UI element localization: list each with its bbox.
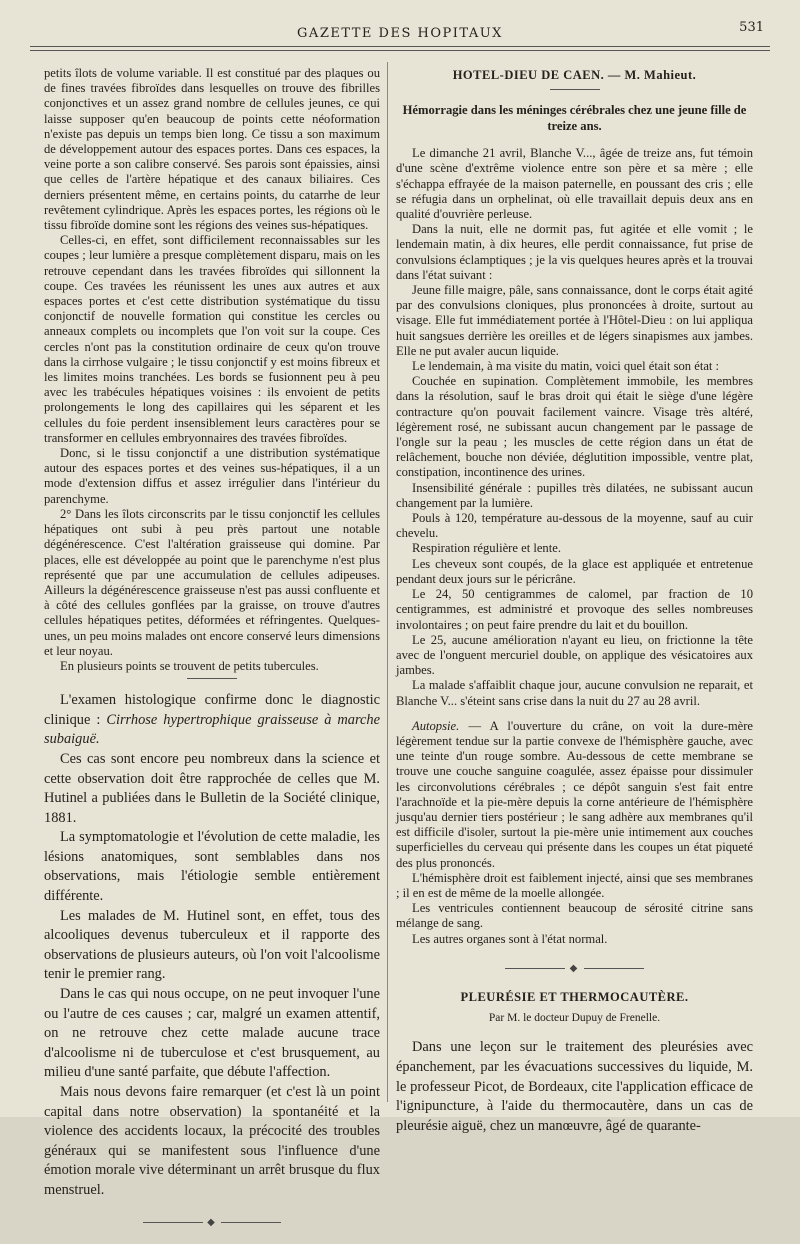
paragraph: La symptomatologie et l'évolution de cette maladie, les lésions anatomiques, sont semblables dans nos observations, mais l'étiologie semble entièrement différente. xyxy=(44,829,380,905)
section-title-2: PLEURÉSIE ET THERMOCAUTÈRE. xyxy=(460,989,689,1004)
paragraph: L'hémisphère droit est faiblement injecté, ainsi que ses membranes ; il en est de même de la moelle allongée. xyxy=(396,870,753,900)
paragraph xyxy=(396,719,753,871)
right-column xyxy=(396,68,753,1136)
paragraph: 2° Dans les îlots circonscrits par le tissu conjonctif les cellules hépatiques ont subi à peu près partout une notable dégénérescence. C'est l'altération graisseuse qui domine. Par places, elle est développée au point que le parenchyme n'est plus représenté que par une accumulation de cellules adipeuses. Ailleurs la dégénérescence graisseuse n'est pas aussi confluente et à côté des cellules gonflées par la graisse, on trouve d'autres cellules hépatiques petites, déformées et réfringentes. Quelques-unes, un peu moins malades ont encore conservé leurs dimensions et leur noyau. xyxy=(44,506,380,658)
paragraph: Le dimanche 21 avril, Blanche V..., âgée de treize ans, fut témoin d'une scène d'extrême violence entre son père et sa mère ; elle s'échappa effrayée de la maison paternelle, en poussant des cris ; elle se réfugia dans un orphelinat, où elle travaillait depuis deux ans en qualité d'ouvrière perleuse. xyxy=(396,146,753,222)
paragraph: Le 25, aucune amélioration n'ayant eu lieu, on frictionne la tête avec de l'onguent mercuriel double, on applique des vésicatoires aux jambes. xyxy=(396,632,753,678)
paragraph: Donc, si le tissu conjonctif a une distribution systématique autour des espaces portes et des veines sus-hépatiques, il a un mode d'extension diffus et assez irrégulier dans l'intérieur du parenchyme. xyxy=(44,446,380,506)
article-title: Hémorragie dans les méninges cérébrales chez une jeune fille de treize ans. xyxy=(402,103,747,134)
paragraph: Jeune fille maigre, pâle, sans connaissance, dont le corps était agité par des convulsions cloniques, plus prononcées à droite, surtout au visage. Elle fut immédiatement portée à l'Hôtel-Dieu : on lui appliqua huit sangsues derrière les oreilles et de légers sinapismes aux jambes. Elle ne put avaler aucun liquide. xyxy=(396,283,753,358)
paragraph: Les cheveux sont coupés, de la glace est appliquée et entretenue pendant deux jours sur le péricrâne. xyxy=(396,556,753,586)
paragraph xyxy=(44,691,380,750)
paragraph: En plusieurs points se trouvent de petits tubercules. xyxy=(60,658,319,673)
paragraph: Respiration régulière et lente. xyxy=(412,541,561,556)
paragraph: Celles-ci, en effet, sont difficilement reconnaissables sur les coupes ; leur lumière a presque complètement disparu, mais on les retrouve cependant dans les travées fibroïdes qui sillonnent la coupe. Ces travées les réunissent les unes aux autres et aux espaces portes et c'est cette distribution systématique du tissu conjonctif de nouvelle formation qui constitue les cercles ou anneaux complets ou incomplets que l'on voit sur la coupe. Ces cercles n'ont pas la constitution ordinaire de ceux qu'on trouve dans la cirrhose vulgaire ; le tissu conjonctif y est moins fibreux et les limites moins tranchées. Les bords se fusionnent peu à peu avec les trabécules hépatiques voisines : ils envoient de petits prolongements le long des capillaires qui les séparent et les cellules du foie perdent insensiblement leurs caractères pour se transformer en cellules embryonnaires des travées fibroïdes. xyxy=(44,233,380,445)
ornament-line xyxy=(505,968,565,969)
ornament-glyph: ◆ xyxy=(207,1216,217,1228)
paragraph: petits îlots de volume variable. Il est constitué par des plaques ou de fines travées fibroïdes dans lesquelles on trouve des fibrilles conjonctives et un assez grand nombre de cellules jeunes, ce qui laisse supposer qu'en beaucoup de points cette néoformation n'existe pas depuis un temps bien long. Ce tissu a son maximum de développement autour des espaces portes. Dans ces espaces, la veine porte a son calibre conservé. Ses parois sont épaissies, ainsi que celles de l'artère hépatique et des canaux biliaires. Ces derniers présentent même, en certains points, du catarrhe de leur revêtement cylindrique. Après les espaces portes, les régions où le tissu fibroïde domine sont les régions des veines sus-hépatiques. xyxy=(44,66,380,233)
paragraph: Dans la nuit, elle ne dormit pas, fut agitée et elle vomit ; le lendemain matin, à dix heures, elle perdit connaissance, fut prise de convulsions éclamptiques ; je la vis quelques heures après et la trouvai dans l'état suivant : xyxy=(396,222,753,282)
paragraph-text: — A l'ouverture du crâne, on voit la dure-mère légèrement tendue sur la partie convexe de l'hémisphère gauche, avec une teinte d'un rouge sombre. Au-dessous de cette membrane se trouve une couche sanguine coagulée, assez épaisse pour dissimuler les circonvolutions cérébrales ; ce dépôt sanguin s'est fait entre l'arachnoïde et la pie-mère depuis la corne antérieure de l'hémisphère jusqu'au dernier tiers postérieur ; le sang adhère aux membranes qu'il est difficile d'isoler, surtout la pie-mère unie intimement aux couches superficielles du cerveau qui présente dans les coupes un état piqueté des plus prononcés. xyxy=(396,718,753,870)
separator-rule xyxy=(187,678,237,679)
paragraph: Mais nous devons faire remarquer (et c'est là un point capital dans notre observation) la spontanéité et la violence des accidents locaux, la précocité des troubles généraux qui se manifestent sous l'influence d'une émotion morale vive déterminant un arrêt brusque du flux menstruel. xyxy=(44,1084,380,1198)
paragraph: Pouls à 120, température au-dessous de la moyenne, sauf au cuir chevelu. xyxy=(396,511,753,541)
paragraph: Dans le cas qui nous occupe, on ne peut invoquer l'une ou l'autre de ces causes ; car, malgré un examen attentif, on ne retrouve chez cette malade aucune trace d'alcoolisme ni de tuberculose et c'est brusquement, au milieu d'une santé parfaite, que débute l'affection. xyxy=(44,986,380,1081)
left-column xyxy=(44,66,380,1244)
separator-rule xyxy=(550,89,600,90)
column-divider xyxy=(387,62,388,1102)
diagnosis-italic: Cirrhose hypertrophique graisseuse à marche subaiguë. xyxy=(44,711,381,748)
paragraph: Couchée en supination. Complètement immobile, les membres dans la résolution, sauf le bras droit qui était le siège d'une légère contracture qu'on pouvait facilement vaincre. Visage très altéré, légèrement rosé, ne subissant aucun changement par le passage de l'ongle sur la peau ; les muscles de cette région dans un état de relâchement, bouche non déviée, déglutition impossible, ventre plat, constipation, incontinence des urines. xyxy=(396,374,753,480)
paragraph: Dans une leçon sur le traitement des pleurésies avec épanchement, par les évacuations successives du liquide, M. le professeur Picot, de Bordeaux, cite l'application efficace de l'ignipuncture, à l'aide du thermocautère, dans un cas de pleurésie aiguë, chez un manœuvre, âgé de quarante- xyxy=(396,1039,753,1134)
ornament-line xyxy=(221,1222,281,1223)
ornament-divider xyxy=(396,961,753,976)
paragraph: Insensibilité générale : pupilles très dilatées, ne subissant aucun changement par la lumière. xyxy=(396,480,753,510)
paragraph: Les malades de M. Hutinel sont, en effet, tous des alcooliques devenus tuberculeux et il rapporte des observations de plusieurs auteurs, où l'on voit l'alcoolisme tenir le premier rang. xyxy=(44,907,380,983)
ornament-divider xyxy=(44,1215,380,1230)
ornament-line xyxy=(584,968,644,969)
ornament-line xyxy=(143,1222,203,1223)
paragraph: Les autres organes sont à l'état normal. xyxy=(412,931,608,946)
paragraph: Ces cas sont encore peu nombreux dans la science et cette observation doit être rapprochée de celles que M. Hutinel a publiées dans le Bulletin de la Société clinique, 1881. xyxy=(44,750,380,826)
paragraph: Les ventricules contiennent beaucoup de sérosité citrine sans mélange de sang. xyxy=(396,901,753,931)
page-number: 531 xyxy=(739,20,764,35)
paragraph: Le 24, 50 centigrammes de calomel, par fraction de 10 centigrammes, est administré et provoque des selles nombreuses involontaires ; on peut faire prendre du lait et du bouillon. xyxy=(396,587,753,632)
running-header xyxy=(0,20,800,42)
section-title: HOTEL-DIEU DE CAEN. — M. Mahieut. xyxy=(452,68,697,82)
paragraph: La malade s'affaiblit chaque jour, aucune convulsion ne reparait, et Blanche V... s'éteint sans crise dans la nuit du 27 au 28 avril. xyxy=(396,678,753,708)
paragraph-text: L'examen histologique confirme donc le diagnostic clinique : xyxy=(44,692,380,728)
header-rule xyxy=(30,46,770,51)
spacer xyxy=(396,709,753,719)
running-title: GAZETTE DES HOPITAUX xyxy=(297,26,503,41)
ornament-glyph: ◆ xyxy=(569,962,580,974)
paragraph: Le lendemain, à ma visite du matin, voici quel était son état : xyxy=(412,359,720,374)
byline: Par M. le docteur Dupuy de Frenelle. xyxy=(488,1012,661,1025)
autopsy-label: Autopsie. xyxy=(412,718,460,733)
